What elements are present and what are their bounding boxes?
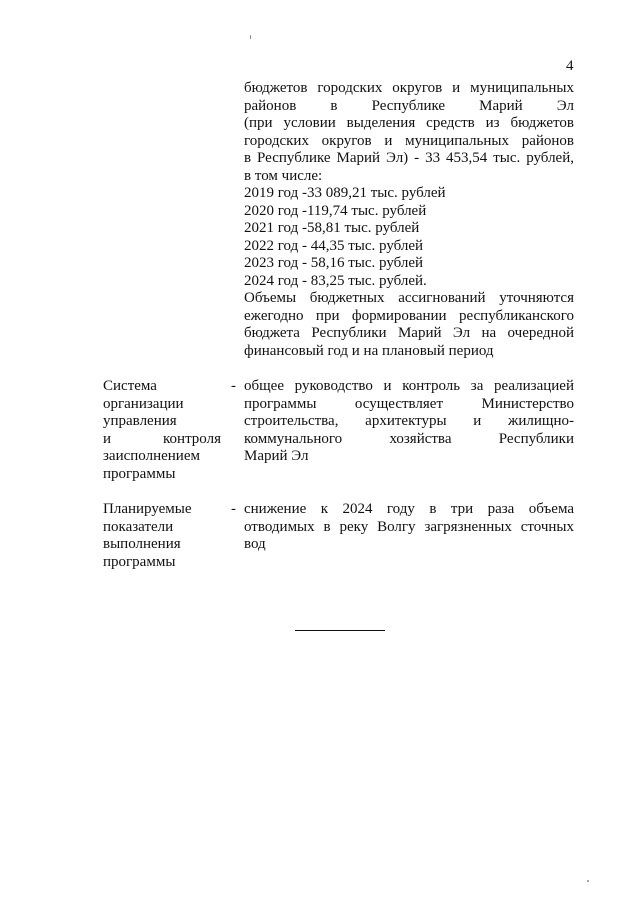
budget-year-line: 2021 год -58,81 тыс. рублей: [244, 220, 420, 236]
text-line: отводимых в реку Волгу загрязненных сточных: [244, 518, 574, 535]
label-line: организации: [103, 395, 184, 412]
budget-note-line: финансовый год и на плановый период: [244, 342, 494, 359]
label-line: программы: [103, 553, 176, 570]
indicators-label: [103, 501, 221, 571]
control-system-text: [244, 378, 574, 466]
budget-note-line: бюджета Республики Марий Эл на очередной: [244, 325, 574, 341]
text-line: строительства, архитектуры и жилищно-: [244, 413, 574, 429]
text-line: коммунального хозяйства Республики: [244, 430, 574, 447]
budget-year-line: 2022 год - 44,35 тыс. рублей: [244, 237, 424, 254]
text-line: снижение к 2024 году в три раза объема: [244, 501, 574, 517]
budget-line: в Республике Марий Эл) - 33 453,54 тыс. рублей,: [244, 150, 574, 166]
budget-block: [244, 80, 574, 360]
budget-year-line: 2023 год - 58,16 тыс. рублей: [244, 255, 424, 271]
indicators-text: [244, 501, 574, 554]
label-line: Система: [103, 378, 157, 394]
budget-line: районов в Республике Марий Эл: [244, 97, 574, 114]
control-system-label: [103, 378, 221, 483]
label-line: программы: [103, 465, 176, 482]
scan-speck: [250, 35, 251, 39]
budget-line: (при условии выделения средств из бюджетов: [244, 115, 574, 131]
budget-line: городских округов и муниципальных районов: [244, 132, 574, 149]
text-line: общее руководство и контроль за реализацией: [244, 378, 574, 394]
label-line: показатели: [103, 518, 174, 535]
budget-in-that-number: в том числе:: [244, 167, 323, 184]
budget-note-line: Объемы бюджетных ассигнований уточняются: [244, 290, 574, 306]
label-line: управления: [103, 413, 177, 429]
text-line: Марий Эл: [244, 448, 309, 464]
budget-note-line: ежегодно при формировании республиканского: [244, 307, 574, 324]
label-line: Планируемые: [103, 501, 192, 517]
label-line: и контроля: [103, 430, 221, 447]
label-line: выполнения: [103, 536, 181, 552]
text-line: программы осуществляет Министерство: [244, 395, 574, 412]
control-system-dash: -: [231, 378, 236, 394]
budget-year-line: 2024 год - 83,25 тыс. рублей.: [244, 272, 427, 289]
budget-year-line: 2019 год -33 089,21 тыс. рублей: [244, 185, 446, 201]
budget-year-line: 2020 год -119,74 тыс. рублей: [244, 202, 427, 219]
text-line: вод: [244, 536, 266, 552]
closing-rule: [295, 630, 385, 631]
indicators-dash: -: [231, 501, 236, 517]
label-line: заисполнением: [103, 448, 200, 464]
budget-line: бюджетов городских округов и муниципальных: [244, 80, 574, 96]
page-number: 4: [566, 58, 574, 74]
scan-speck: [587, 880, 589, 882]
